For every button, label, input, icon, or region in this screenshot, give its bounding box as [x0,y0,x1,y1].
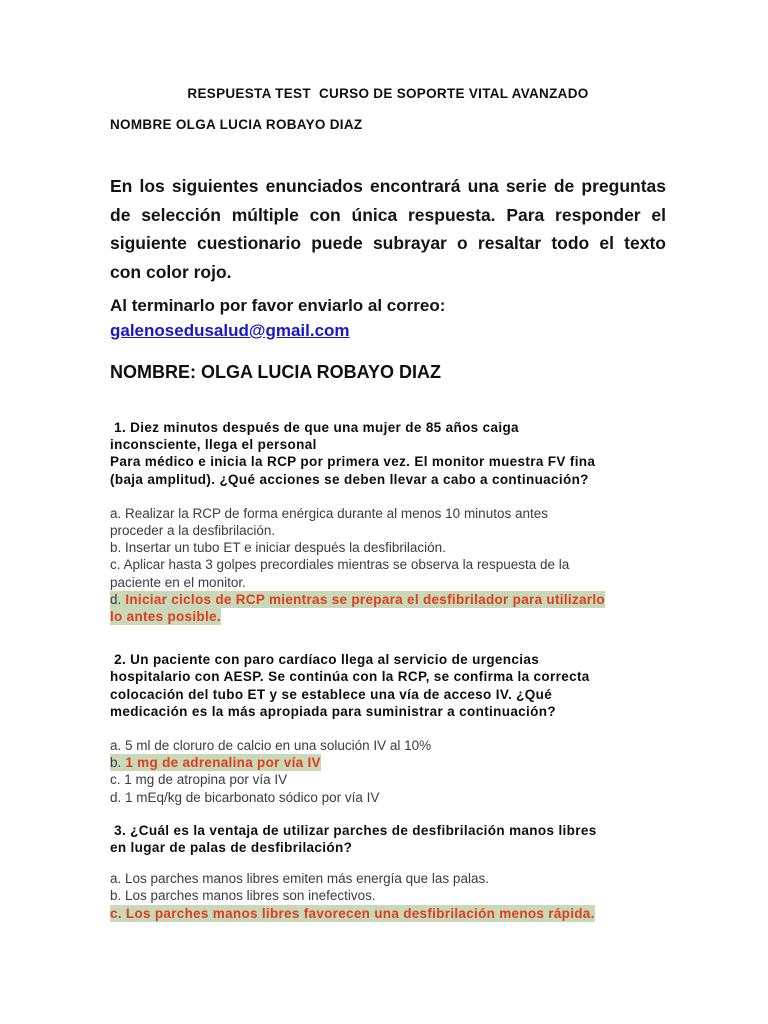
question-heading-line: colocación del tubo ET y se establece una vía de acceso IV. ¿Qué [110,686,553,702]
option-b-line: b. Insertar un tubo ET e iniciar después la desfibrilación. [110,540,446,556]
question-3-options [110,870,666,922]
question-2 [110,651,666,806]
question-heading-line: Para médico e inicia la RCP por primera vez. El monitor muestra FV fina [110,454,596,470]
option-a-line: a. Los parches manos libres emiten más energía que las palas. [110,871,489,887]
question-1-heading [110,419,666,488]
option-c-line: paciente en el monitor. [110,574,246,590]
option-d-answer-line [110,608,666,625]
send-instruction-block [110,293,666,343]
question-heading-line: 3. ¿Cuál es la ventaja de utilizar parches de desfibrilación manos libres [110,822,597,838]
student-name-header: NOMBRE OLGA LUCIA ROBAYO DIAZ [110,117,363,132]
option-c-line: c. Aplicar hasta 3 golpes precordiales mientras se observa la respuesta de la [110,557,570,573]
option-c-answer-line [110,905,666,922]
answer-red-text: lo antes posible. [110,609,221,625]
question-2-options [110,737,666,806]
question-1-options [110,505,666,625]
answer-highlight [110,608,221,625]
question-heading-line: hospitalario con AESP. Se continúa con la RCP, se confirma la correcta [110,669,590,685]
send-instruction: Al terminarlo por favor enviarlo al correo: [110,296,446,315]
option-d-answer-line [110,591,666,608]
intro-line: de selección múltiple con única respuesta. Para responder el [110,204,666,225]
document-content [110,86,666,922]
answer-red-text: 1 mg de adrenalina por vía IV [121,755,321,771]
intro-line: siguiente cuestionario puede subrayar o resaltar todo el texto [110,233,666,253]
answer-highlight [110,905,595,922]
answer-highlight [110,754,321,771]
answer-highlight [110,591,605,608]
option-a-line: a. Realizar la RCP de forma enérgica durante al menos 10 minutos antes [110,505,548,521]
answer-red-text: Iniciar ciclos de RCP mientras se prepara el desfibrilador para utilizarlo [121,591,605,607]
option-b-line: b. Los parches manos libres son inefectivos. [110,888,376,904]
option-c-line: c. 1 mg de atropina por vía IV [110,772,288,788]
answer-red-text: c. Los parches manos libres favorecen una desfibrilación menos rápida. [110,905,595,921]
question-heading-line: 2. Un paciente con paro cardíaco llega al servicio de urgencias [110,652,540,668]
option-b-answer-line [110,754,666,771]
student-name-line: NOMBRE: OLGA LUCIA ROBAYO DIAZ [110,362,441,382]
answer-option-letter: d. [110,591,122,607]
intro-line: con color rojo. [110,261,232,282]
question-heading-line: en lugar de palas de desfibrilación? [110,840,353,856]
option-a-line: a. 5 ml de cloruro de calcio en una solución IV al 10% [110,738,432,754]
question-heading-line: 1. Diez minutos después de que una mujer de 85 años caiga [110,420,519,435]
answer-option-letter: b. [110,755,122,771]
document-title: RESPUESTA TEST CURSO DE SOPORTE VITAL AVANZADO [187,86,589,101]
question-3-heading [110,822,666,856]
intro-line: En los siguientes enunciados encontrará una serie de preguntas [110,176,666,196]
question-1 [110,419,666,625]
intro-paragraph [110,172,666,286]
question-3 [110,822,666,922]
option-d-line: d. 1 mEq/kg de bicarbonato sódico por vía IV [110,789,380,805]
option-a-line: proceder a la desfibrilación. [110,523,276,539]
email-link[interactable]: galenosedusalud@gmail.com [110,321,350,340]
question-2-heading [110,651,666,720]
question-heading-line: (baja amplitud). ¿Qué acciones se deben llevar a cabo a continuación? [110,471,589,487]
question-heading-line: inconsciente, llega el personal [110,437,317,453]
question-heading-line: medicación es la más apropiada para suministrar a continuación? [110,703,556,719]
